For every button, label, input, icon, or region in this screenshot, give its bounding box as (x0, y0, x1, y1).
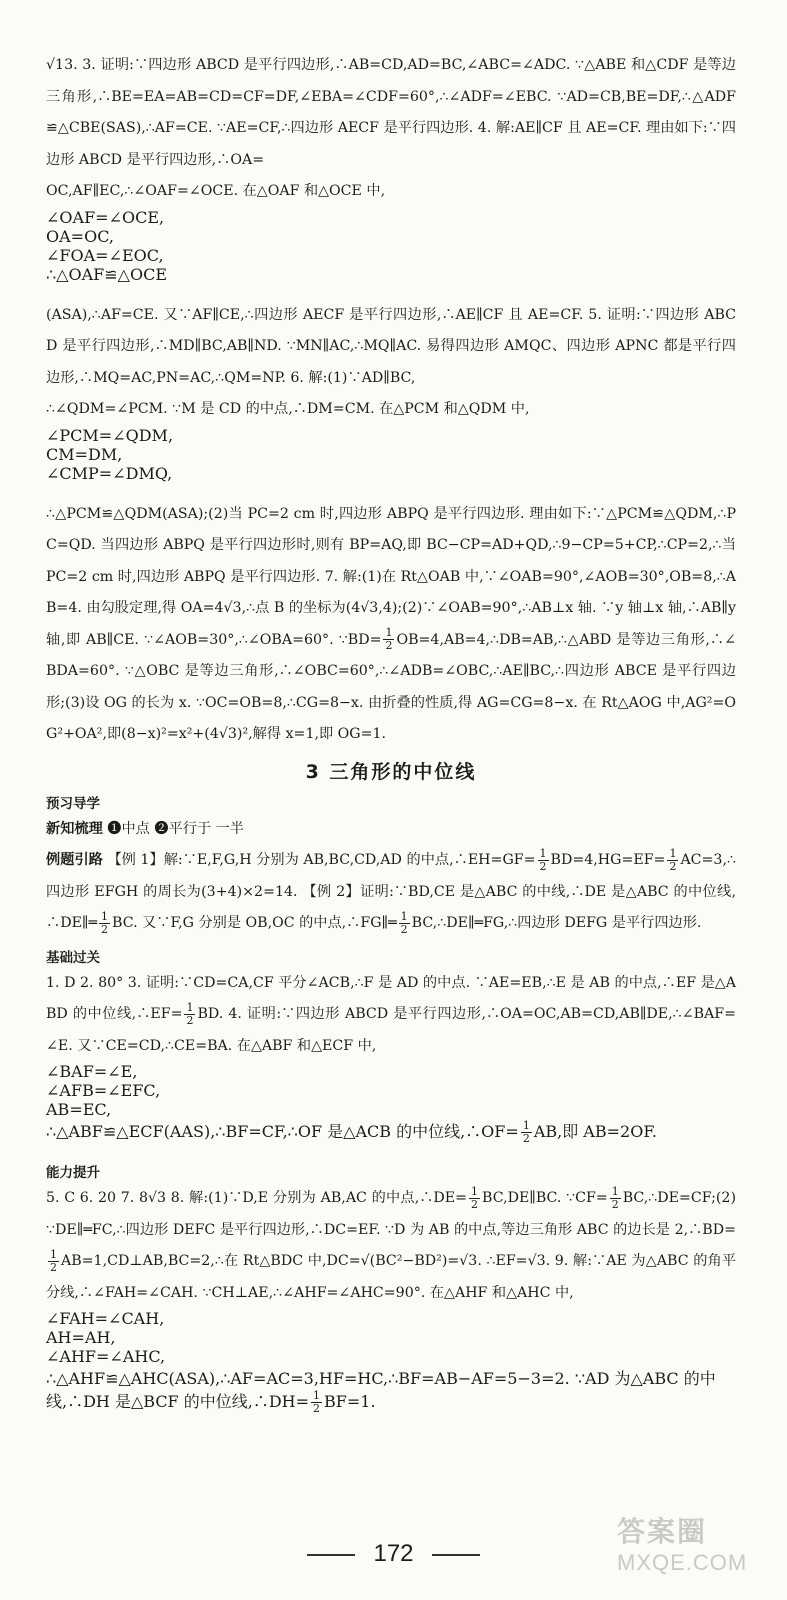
ability-answers: 5. C 6. 20 7. 8√3 8. 解:(1)∵D,E 分别为 AB,AC 的中点,∴DE= $\frac{1}{2}$ BC,DE∥BC. ∵CF= $\frac{1}{2}$ BC,∴DE=CF;(2)∵DE∥═FC,∴四边形 DEFC 是平行四边形,∴DC=EF. ∵D 为 AB 的中点,等边三角形 ABC 的边长是 2,∴BD= $\frac{1}{2}$ AB=1,CD⊥AB,BC=2,∴在 Rt△BDC 中,DC=√(BC²−BD²)=√3. ∴EF=√3. 9. 解:∵AE 为△ABC 的角平分线,∴∠FAH=∠CAH. ∵CH⊥AE,∴∠AHF=∠AHC=90°. 在△AHF 和△AHC 中, (46, 1184, 736, 1301)
fraction-half: $\frac{1}{2}$ (385, 626, 393, 652)
paragraph-4-system (46, 176, 736, 208)
fraction-half: $\frac{1}{2}$ (522, 1119, 530, 1145)
fraction-half: $\frac{1}{2}$ (611, 1184, 619, 1211)
heading-preview: 预习导学 (46, 795, 100, 812)
fraction-half: $\frac{1}{2}$ (669, 846, 677, 873)
watermark-logo: 答案圈 MXQE.COM (617, 1515, 748, 1575)
basic-answers: 1. D 2. 80° 3. 证明:∵CD=CA,CF 平分∠ACB,∴F 是 AD 的中点. ∵AE=EB,∴E 是 AB 的中点,∴EF 是△ABD 的中位线,∴EF= $\frac{1}{2}$ BD. 4. 证明:∵四边形 ABCD 是平行四边形,∴OA=OC,AB=CD,AB∥DE,∴∠BAF=∠E. 又∵CE=CD,∴CE=BA. 在△ABF 和△ECF 中, (46, 974, 736, 1054)
fraction-half: $\frac{1}{2}$ (471, 1184, 479, 1211)
text-line: ∴△OAF≌△OCE (46, 264, 168, 284)
document-body: √13. 3. 证明:∵四边形 ABCD 是平行四边形,∴AB=CD,AD=BC,∠ABC=∠ADC. ∵△ABE 和△CDF 是等边三角形,∴BE=EA=AB=CD=CF=DF,∠EBA=∠CDF=60°,∴∠ADF=∠EBC. ∵AD=CB,BE=DF,∴△ADF≌△CBE(SAS),∴AF=CE. ∵AE=CF,∴四边形 AECF 是平行四边形. 4. 解:AE∥CF 且 AE=CF. 理由如下:∵四边形 ABCD 是平行四边形,∴OA= OC,AF∥EC,∴∠OAF=∠OCE. 在△OAF 和△OCE 中, ∠OAF=∠OCE, OA=OC, ∠FOA=∠EOC, ∴△OAF≌△OCE (ASA),∴AF=CE. 又∵AF∥CE,∴四边形 AECF 是平行四边形,∴AE∥CF 且 AE=CF. 5. 证明:∵四边形 ABCD 是平行四边形,∴MD∥BC,AB∥ND. ∵MN∥AC,∴MQ∥AC. 易得四边形 AMQC、四边形 APNC 都是平行四边形,∴MQ=AC,PN=AC,∴QM=NP. 6. 解:(1)∵AD∥BC, ∴∠QDM=∠PCM. ∵M 是 CD 的中点,∴DM=CM. 在△PCM 和△QDM 中, ∠PCM=∠QDM, CM=DM, ∠CMP=∠DMQ, ∴△PCM≌△QDM(ASA);(2)当 PC=2 cm 时,四边形 ABPQ 是平行四边形. 理由如下:∵△PCM≌△QDM,∴PC=QD. 当四边形 ABPQ 是平行四边形时,则有 BP=AQ,即 BC−CP=AD+QD,∴9−CP=5+CP,∴CP=2,∴当 PC=2 cm 时,四边形 ABPQ 是平行四边形. 7. 解:(1)在 Rt△OAB 中,∵∠OAB=90°,∠AOB=30°,OB=8,∴AB=4. 由勾股定理,得 OA=4√3,∴点 B 的坐标为(4√3,4);(2)∵∠OAB=90°,∴AB⊥x 轴. ∵y 轴⊥x 轴,∴AB∥y 轴,即 AB∥CE. ∵∠AOB=30°,∴∠OBA=60°. ∵BD= $\frac{1}{2}$ OB=4,AB=4,∴DB=AB,∴△ABD 是等边三角形,∴∠BDA=60°. ∵△OBC 是等边三角形,∴∠OBC=60°,∴∠ADB=∠OBC,∴AE∥BC,∴四边形 ABCE 是平行四边形;(3)设 OG 的长为 x. ∵OC=OB=8,∴CG=8−x. 由折叠的性质,得 AG=CG=8−x. 在 Rt△AOG 中,AG²=OG²+OA²,即(8−x)²=x²+(4√3)²,解得 x=1,即 OG=1. 3 三角形的中位线 预习导学 新知梳理 ❶中点 ❷平行于 一半 例题引路 【例 1】解:∵E,F,G,H 分别为 AB,BC,CD,AD 的中点,∴EH=GF= $\frac{1}{2}$ BD=4,HG=EF= $\frac{1}{2}$ AC=3,∴四边形 EFGH 的周长为(3+4)×2=14. 【例 2】证明:∵BD,CE 是△ABC 的中线,∴DE 是△ABC 的中位线,∴DE∥═ $\frac{1}{2}$ BC. 又∵F,G 分别是 OB,OC 的中点,∴FG∥═ $\frac{1}{2}$ BC,∴DE∥═FG,∴四边形 DEFG 是平行四边形. 基础过关 1. D 2. 80° 3. 证明:∵CD=CA,CF 平分∠ACB,∴F 是 AD 的中点. ∵AE=EB,∴E 是 AB 的中点,∴EF 是△ABD 的中位线,∴EF= $\frac{1}{2}$ BD. 4. 证明:∵四边形 ABCD 是平行四边形,∴OA=OC,AB=CD,AB∥DE,∴∠BAF=∠E. 又∵CE=CD,∴CE=BA. 在△ABF 和△ECF 中, ∠BAF=∠E, ∠AFB=∠EFC, AB=EC, ∴△ABF≌△ECF(AAS),∴BF=CF,∴OF 是△ACB 的中位线,∴OF= $\frac{1}{2}$ AB,即 AB=2OF. 能力提升 5. C 6. 20 7. 8√3 8. 解:(1)∵D,E 分别为 AB,AC 的中点,∴DE= $\frac{1}{2}$ BC,DE∥BC. ∵CF= $\frac{1}{2}$ BC,∴DE=CF;(2)∵DE∥═FC,∴四边形 DEFC 是平行四边形,∴DC=EF. ∵D 为 AB 的中点,等边三角形 ABC 的边长是 2,∴BD= $\frac{1}{2}$ AB=1,CD⊥AB,BC=2,∴在 Rt△BDC 中,DC=√(BC²−BD²)=√3. ∴EF=√3. 9. 解:∵AE 为△ABC 的角平分线,∴∠FAH=∠CAH. ∵CH⊥AE,∴∠AHF=∠AHC=90°. 在△AHF 和△AHC 中, ∠FAH=∠CAH, AH=AH, ∠AHF=∠AHC, ∴△AHF≌△AHC(ASA),∴AF=AC=3,HF=HC,∴BF=AB−AF=5−3=2. ∵AD 为△ABC 的中线,∴DH 是△BCF 的中位线,∴DH= $\frac{1}{2}$ BF=1. (46, 50, 736, 1431)
fraction-half: $\frac{1}{2}$ (400, 909, 408, 936)
heading-ability: 能力提升 (46, 1165, 100, 1181)
fraction-half: $\frac{1}{2}$ (313, 1389, 321, 1415)
paragraph-proof-5: (ASA),∴AF=CE. 又∵AF∥CE,∴四边形 AECF 是平行四边形,∴AE∥CF 且 AE=CF. 5. 证明:∵四边形 ABCD 是平行四边形,∴MD∥BC,AB∥ND. ∵MN∥AC,∴MQ∥AC. 易得四边形 AMQC、四边形 APNC 都是平行四边形,∴MQ=AC,PN=AC,∴QM=NP. 6. 解:(1)∵AD∥BC, (46, 306, 736, 386)
dash-right (432, 1554, 480, 1556)
paragraph-solution-6-7: ∴△PCM≌△QDM(ASA);(2)当 PC=2 cm 时,四边形 ABPQ 是平行四边形. 理由如下:∵△PCM≌△QDM,∴PC=QD. 当四边形 ABPQ 是平行四边形时,则有 BP=AQ,即 BC−CP=AD+QD,∴9−CP=5+CP,∴CP=2,∴当 PC=2 cm 时,四边形 ABPQ 是平行四边形. 7. 解:(1)在 Rt△OAB 中,∵∠OAB=90°,∠AOB=30°,OB=8,∴AB=4. 由勾股定理,得 OA=4√3,∴点 B 的坐标为(4√3,4);(2)∵∠OAB=90°,∴AB⊥x 轴. ∵y 轴⊥x 轴,∴AB∥y 轴,即 AB∥CE. ∵∠AOB=30°,∴∠OBA=60°. ∵BD= $\frac{1}{2}$ OB=4,AB=4,∴DB=AB,∴△ABD 是等边三角形,∴∠BDA=60°. ∵△OBC 是等边三角形,∴∠OBC=60°,∴∠ADB=∠OBC,∴AE∥BC,∴四边形 ABCE 是平行四边形;(3)设 OG 的长为 x. ∵OC=OB=8,∴CG=8−x. 由折叠的性质,得 AG=CG=8−x. 在 Rt△AOG 中,AG²=OG²+OA²,即(8−x)²=x²+(4√3)²,解得 x=1,即 OG=1. (46, 505, 736, 742)
examples: 例题引路 【例 1】解:∵E,F,G,H 分别为 AB,BC,CD,AD 的中点,∴EH=GF= $\frac{1}{2}$ BD=4,HG=EF= $\frac{1}{2}$ AC=3,∴四边形 EFGH 的周长为(3+4)×2=14. 【例 2】证明:∵BD,CE 是△ABC 的中线,∴DE 是△ABC 的中位线,∴DE∥═ $\frac{1}{2}$ BC. 又∵F,G 分别是 OB,OC 的中点,∴FG∥═ $\frac{1}{2}$ BC,∴DE∥═FG,∴四边形 DEFG 是平行四边形. (46, 846, 736, 936)
paragraph-6-system: ∴∠QDM=∠PCM. ∵M 是 CD 的中点,∴DM=CM. 在△PCM 和△QDM 中, (46, 401, 530, 417)
paragraph-proofs-3-4: √13. 3. 证明:∵四边形 ABCD 是平行四边形,∴AB=CD,AD=BC,∠ABC=∠ADC. ∵△ABE 和△CDF 是等边三角形,∴BE=EA=AB=CD=CF=DF,∠EBA=∠CDF=60°,∴∠ADF=∠EBC. ∵AD=CB,BE=DF,∴△ADF≌△CBE(SAS),∴AF=CE. ∵AE=CF,∴四边形 AECF 是平行四边形. 4. 解:AE∥CF 且 AE=CF. 理由如下:∵四边形 ABCD 是平行四边形,∴OA= (46, 57, 736, 168)
dash-left (307, 1554, 355, 1556)
page-number: 172 (0, 1540, 787, 1568)
knowledge-summary: 新知梳理 ❶中点 ❷平行于 一半 (46, 820, 244, 837)
fraction-half: $\frac{1}{2}$ (101, 909, 109, 936)
fraction-half: $\frac{1}{2}$ (50, 1247, 57, 1274)
fraction-half: $\frac{1}{2}$ (186, 1000, 194, 1027)
heading-basic: 基础过关 (46, 949, 100, 966)
fraction-half: $\frac{1}{2}$ (539, 846, 547, 873)
section-title: 3 三角形的中位线 (305, 760, 477, 783)
text-line: OC,AF∥EC,∴∠OAF=∠OCE. 在△OAF 和△OCE 中, (46, 183, 386, 199)
